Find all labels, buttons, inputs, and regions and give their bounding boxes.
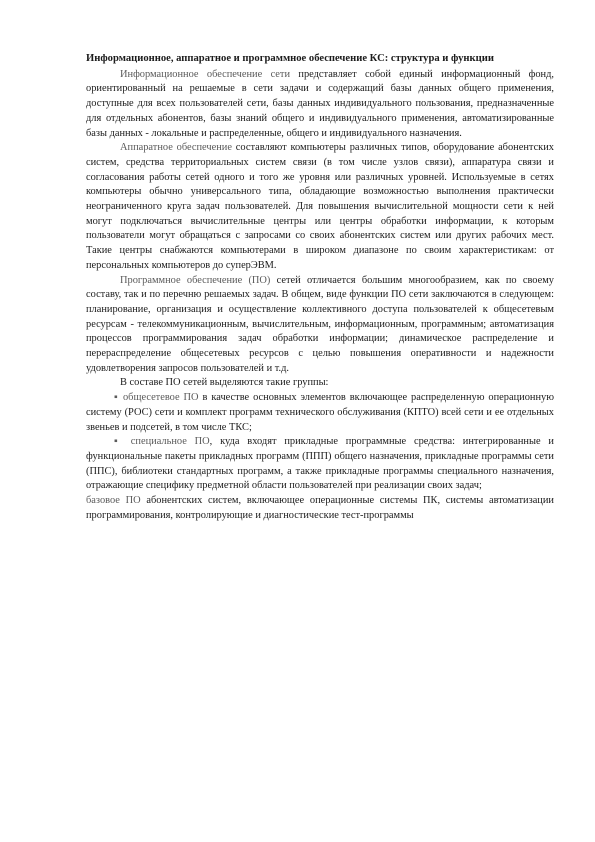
bullet-icon: ▪ [114, 436, 123, 448]
term-network-software: общесетевое ПО [119, 392, 199, 404]
term-information-support: Информационное обеспечение сети [120, 68, 291, 80]
paragraph-text: составляют компьютеры различных типов, оборудование абонентских систем, средства территориальных систем связи (в том числе узлов связи), аппаратура связи и согласования работы сетей одного и того же уровня или различных уровней. Используемые в сетях компьютеры обычно универсального типа, обладающие возможностью выполнения практически неограниченного круга задач пользователей. Для повышения вычислительной мощности сети к ней могут подключаться вычислительные центры или центры обработки информации, к которым пользователи могут обращаться с запросами со своих абонентских систем или других рабочих мест. Такие центры снабжаются компьютерами в широком диапазоне по своим характеристикам: от персональных компьютеров до суперЭВМ. [86, 142, 554, 271]
document-page [86, 52, 554, 524]
list-item-special-software [86, 435, 554, 494]
paragraph-information-support [86, 68, 554, 142]
bullet-icon: ▪ [114, 392, 120, 404]
paragraph-text: представляет собой единый информационный фонд, ориентированный на решаемые в сети задачи и содержащий базы данных общего применения, доступные для всех пользователей сети, базы данных индивидуального пользования, предназначенные для отдельных абонентов, базы знаний общего и индивидуального применения, автоматизированные базы данных - локальные и распределенные, общего и индивидуального назначения. [86, 68, 554, 139]
paragraph-text: сетей отличается большим многообразием, как по своему составу, так и по перечню решаемых задач. В общем, виде функции ПО сети заключаются в следующем: планирование, организация и осуществление коллективного доступа пользователей к общесетевым ресурсам - телекоммуникационным, вычислительным, информационным, программным; автоматизация процессов программирования задач обработки информации; динамическое распределение и перераспределение общесетевых ресурсов с целью повышения оперативности и надежности удовлетворения запросов пользователей и т.д. [86, 274, 554, 374]
paragraph-base-software [86, 494, 554, 523]
list-item-text: в качестве основных элементов включающее распределенную операционную систему (РОС) сети и комплект программ технического обслуживания (КПТО) всей сети и ее отдельных звеньев и подсетей, в том числе ТКС; [86, 392, 554, 433]
term-hardware: Аппаратное обеспечение [120, 142, 232, 154]
list-item-network-software [86, 391, 554, 435]
term-base-software: базовое ПО [86, 495, 141, 507]
paragraph-hardware [86, 141, 554, 273]
term-software: Программное обеспечение (ПО) [120, 274, 271, 286]
paragraph-software [86, 274, 554, 377]
paragraph-software-groups: В составе ПО сетей выделяются такие группы: [120, 377, 329, 389]
term-special-software: специальное ПО [122, 436, 210, 448]
paragraph-text: абонентских систем, включающее операционные системы ПК, системы автоматизации программирования, контролирующие и диагностические тест-программы [86, 495, 554, 521]
page-title: Информационное, аппаратное и программное обеспечение КС: структура и функции [86, 53, 494, 64]
list-item-text: , куда входят прикладные программные средства: интегрированные и функциональные пакеты прикладных программ (ППП) общего назначения, прикладные программы сети (ППС), библиотеки стандартных программ, а также прикладные программы специального назначения, отражающие специфику предметной области пользователей при реализации своих задач; [86, 436, 554, 492]
